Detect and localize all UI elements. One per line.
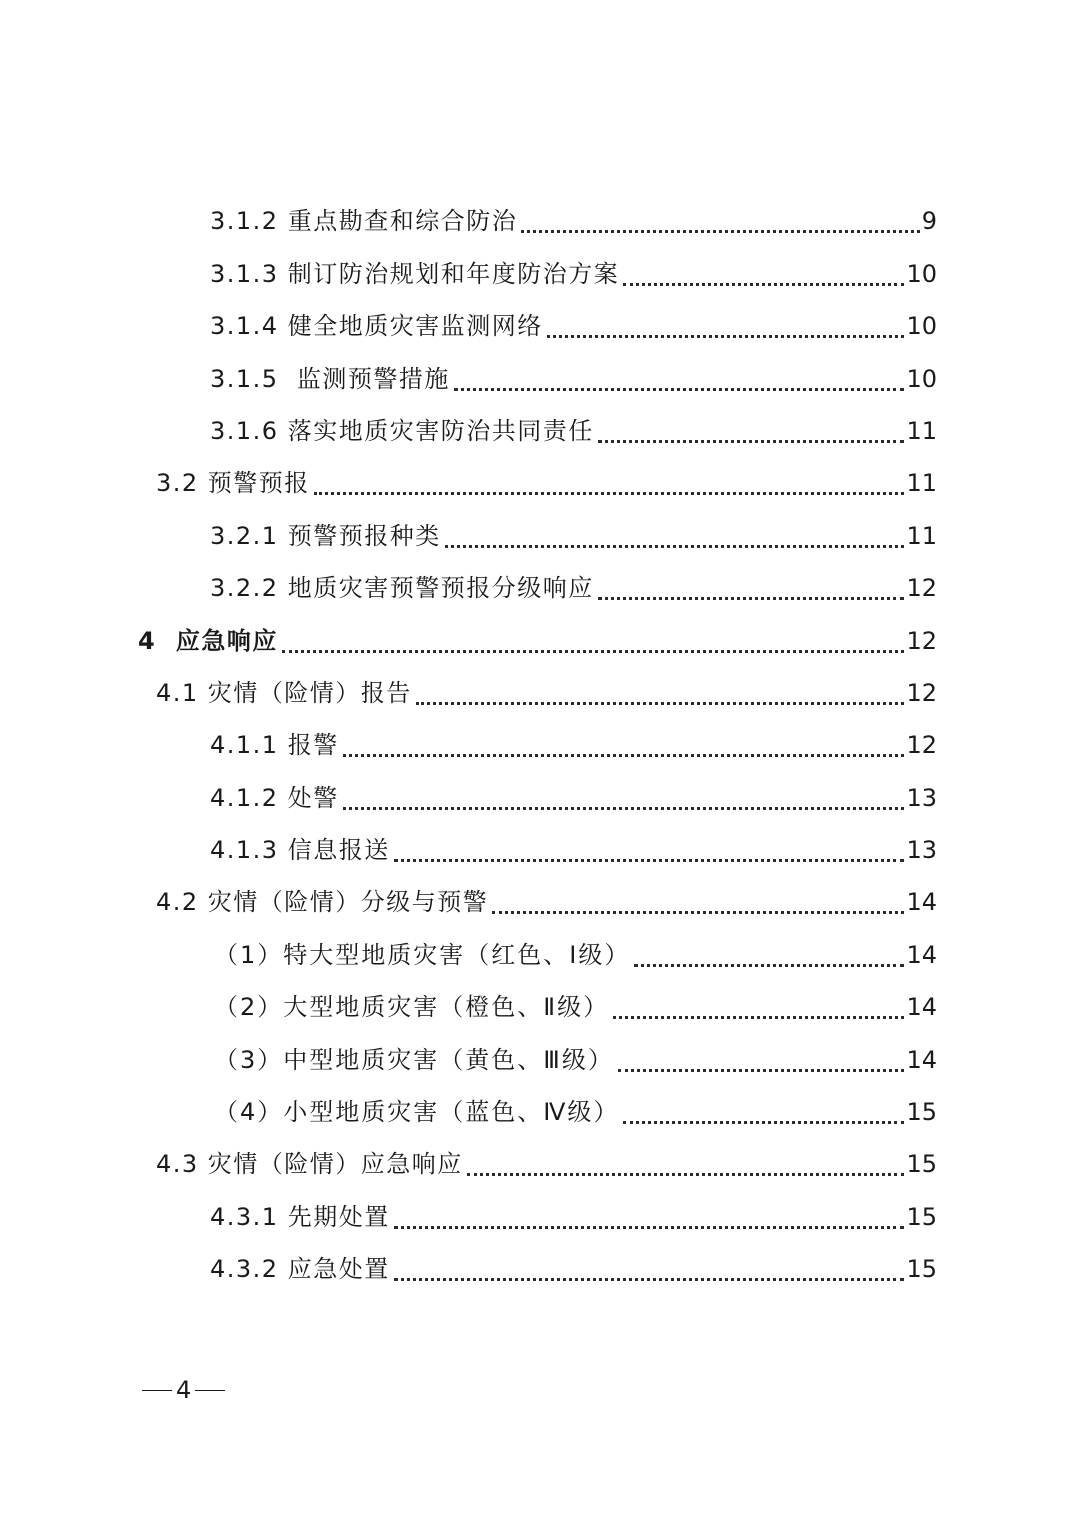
toc-entry[interactable] (0, 1190, 1074, 1242)
toc-entry-title: （4）小型地质灾害（蓝色、Ⅳ级） (214, 1098, 620, 1127)
toc-entry-page-number: 15 (906, 1098, 937, 1127)
toc-entry-page-number: 11 (906, 521, 937, 550)
toc-entry[interactable] (0, 195, 1074, 247)
toc-entry[interactable] (0, 1033, 1074, 1085)
toc-entry-page-number: 14 (906, 1045, 937, 1074)
toc-entry-title: （1）特大型地质灾害（红色、Ⅰ级） (214, 940, 631, 969)
toc-dot-leader (416, 702, 905, 705)
toc-entry-page-number: 10 (906, 364, 937, 393)
toc-entry[interactable] (0, 1243, 1074, 1295)
toc-entry-title: 4.1 灾情（险情）报告 (156, 678, 412, 707)
toc-entry[interactable] (0, 352, 1074, 404)
toc-entry[interactable] (0, 1138, 1074, 1190)
toc-entry-title: 3.2 预警预报 (156, 469, 310, 498)
toc-entry-title: 3.1.4 健全地质灾害监测网络 (210, 312, 543, 341)
toc-dot-leader (598, 597, 905, 600)
toc-entry[interactable] (0, 667, 1074, 719)
toc-entry[interactable] (0, 981, 1074, 1033)
toc-entry-title: 3.2.2 地质灾害预警预报分级响应 (210, 574, 594, 603)
toc-entry[interactable] (0, 300, 1074, 352)
toc-entry-title: 3.1.5 监测预警措施 (210, 364, 450, 393)
toc-entry-page-number: 13 (906, 783, 937, 812)
toc-entry[interactable] (0, 1086, 1074, 1138)
toc-entry[interactable] (0, 719, 1074, 771)
toc-dot-leader (547, 335, 905, 338)
toc-dot-leader (634, 964, 904, 967)
toc-entry-page-number: 15 (906, 1255, 937, 1284)
toc-entry[interactable] (0, 614, 1074, 666)
toc-entry-page-number: 12 (906, 626, 937, 655)
toc-dot-leader (343, 807, 905, 810)
toc-entry[interactable] (0, 928, 1074, 980)
toc-entry-page-number: 14 (906, 940, 937, 969)
footer-dash-right (195, 1390, 225, 1391)
toc-entry-page-number: 15 (906, 1202, 937, 1231)
toc-dot-leader (613, 1016, 904, 1019)
toc-dot-leader (623, 1121, 904, 1124)
toc-entry-page-number: 13 (906, 836, 937, 865)
toc-entry-title: 3.1.2 重点勘查和综合防治 (210, 207, 518, 236)
toc-entry-title: 3.1.6 落实地质灾害防治共同责任 (210, 416, 594, 445)
toc-entry-page-number: 10 (906, 312, 937, 341)
footer-dash-left (142, 1390, 172, 1391)
toc-entry-title: （2）大型地质灾害（橙色、Ⅱ级） (214, 993, 610, 1022)
toc-entry-title: 4.1.1 报警 (210, 731, 339, 760)
toc-entry-title: 4.1.2 处警 (210, 783, 339, 812)
toc-entry-title: 4.2 灾情（险情）分级与预警 (156, 888, 489, 917)
toc-entry-page-number: 10 (906, 259, 937, 288)
toc-dot-leader (623, 283, 904, 286)
toc-dot-leader (314, 492, 905, 495)
toc-entry[interactable] (0, 405, 1074, 457)
toc-dot-leader (445, 545, 905, 548)
page-footer (138, 1372, 229, 1408)
toc-entry-page-number: 11 (906, 469, 937, 498)
toc-entry[interactable] (0, 771, 1074, 823)
toc-entry-page-number: 15 (906, 1150, 937, 1179)
toc-entry-title: （3）中型地质灾害（黄色、Ⅲ级） (214, 1045, 614, 1074)
toc-entry-title: 3.2.1 预警预报种类 (210, 521, 441, 550)
toc-dot-leader (394, 1278, 905, 1281)
toc-entry-title: 4.3.2 应急处置 (210, 1255, 390, 1284)
toc-entry-page-number: 9 (921, 207, 937, 236)
toc-dot-leader (618, 1069, 905, 1072)
toc-entry-page-number: 12 (906, 731, 937, 760)
table-of-contents (0, 195, 1074, 1295)
toc-entry-page-number: 12 (906, 678, 937, 707)
toc-dot-leader (454, 388, 905, 391)
toc-entry-page-number: 14 (906, 888, 937, 917)
toc-dot-leader (598, 440, 905, 443)
toc-entry-title: 4.1.3 信息报送 (210, 836, 390, 865)
toc-entry[interactable] (0, 562, 1074, 614)
page-number: 4 (176, 1376, 192, 1404)
toc-dot-leader (521, 230, 920, 233)
toc-dot-leader (343, 754, 905, 757)
toc-dot-leader (467, 1173, 905, 1176)
toc-entry-page-number: 14 (906, 993, 937, 1022)
toc-entry[interactable] (0, 247, 1074, 299)
toc-entry-page-number: 11 (906, 416, 937, 445)
toc-entry[interactable] (0, 876, 1074, 928)
toc-entry-title: 3.1.3 制订防治规划和年度防治方案 (210, 259, 620, 288)
toc-entry-title: 4.3.1 先期处置 (210, 1202, 390, 1231)
toc-entry-title: 4.3 灾情（险情）应急响应 (156, 1150, 463, 1179)
toc-dot-leader (492, 911, 904, 914)
toc-entry-page-number: 12 (906, 574, 937, 603)
toc-dot-leader (394, 1226, 905, 1229)
toc-entry[interactable] (0, 509, 1074, 561)
toc-dot-leader (394, 859, 905, 862)
toc-dot-leader (282, 650, 905, 653)
toc-entry[interactable] (0, 457, 1074, 509)
toc-entry[interactable] (0, 824, 1074, 876)
toc-entry-title: 4 应急响应 (138, 626, 278, 655)
